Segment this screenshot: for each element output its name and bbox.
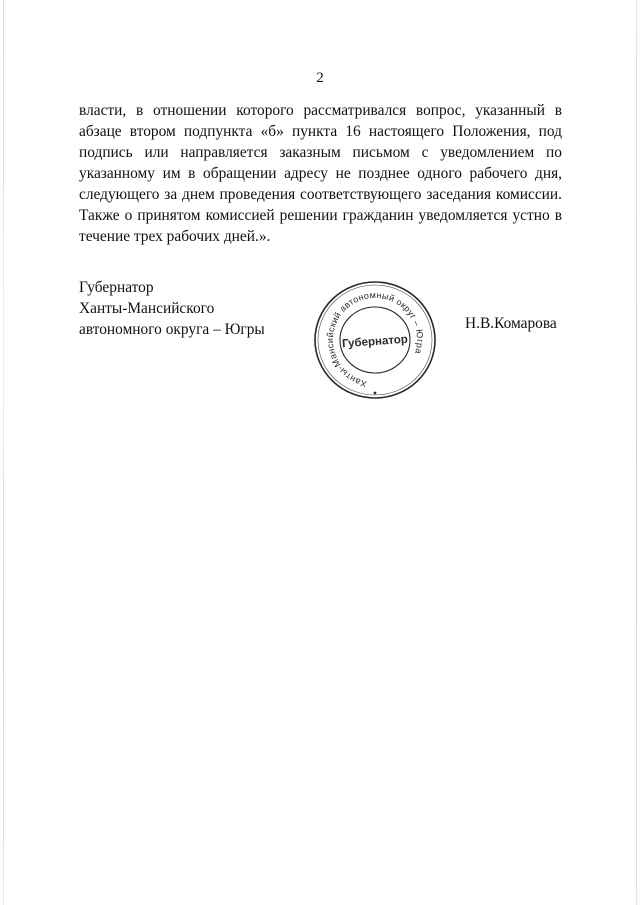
body-paragraph: власти, в отношении которого рассматривался вопрос, указанный в абзаце втором подпункта «б» пункта 16 настоящего Положения, под подпись или направляется заказным письмом с уведомлением по указанному им в обращении адресу не позднее одного рабочего дня, следующего за днем проведения соответствующего заседания комиссии. Также о принятом комиссией решении гражданин уведомляется устно в течение трех рабочих дней.». bbox=[79, 102, 562, 245]
signer-name: Н.В.Комарова bbox=[465, 315, 557, 332]
signatory-title-line: автономного округа – Югры bbox=[79, 321, 265, 338]
signatory-title bbox=[79, 277, 265, 340]
seal-center-text: Губернатор bbox=[341, 333, 409, 351]
signatory-title-line: Ханты-Мансийского bbox=[79, 300, 215, 317]
scan-edge-left bbox=[3, 0, 4, 905]
seal-ring-text: Ханты-Мансийский автономный округ – Югра bbox=[324, 289, 426, 390]
official-seal bbox=[310, 279, 440, 401]
scan-edge-right bbox=[636, 0, 637, 905]
page-number: 2 bbox=[316, 70, 324, 86]
signatory-title-line: Губернатор bbox=[79, 279, 154, 296]
seal-dot bbox=[374, 392, 377, 395]
seal-graphic bbox=[310, 279, 440, 401]
